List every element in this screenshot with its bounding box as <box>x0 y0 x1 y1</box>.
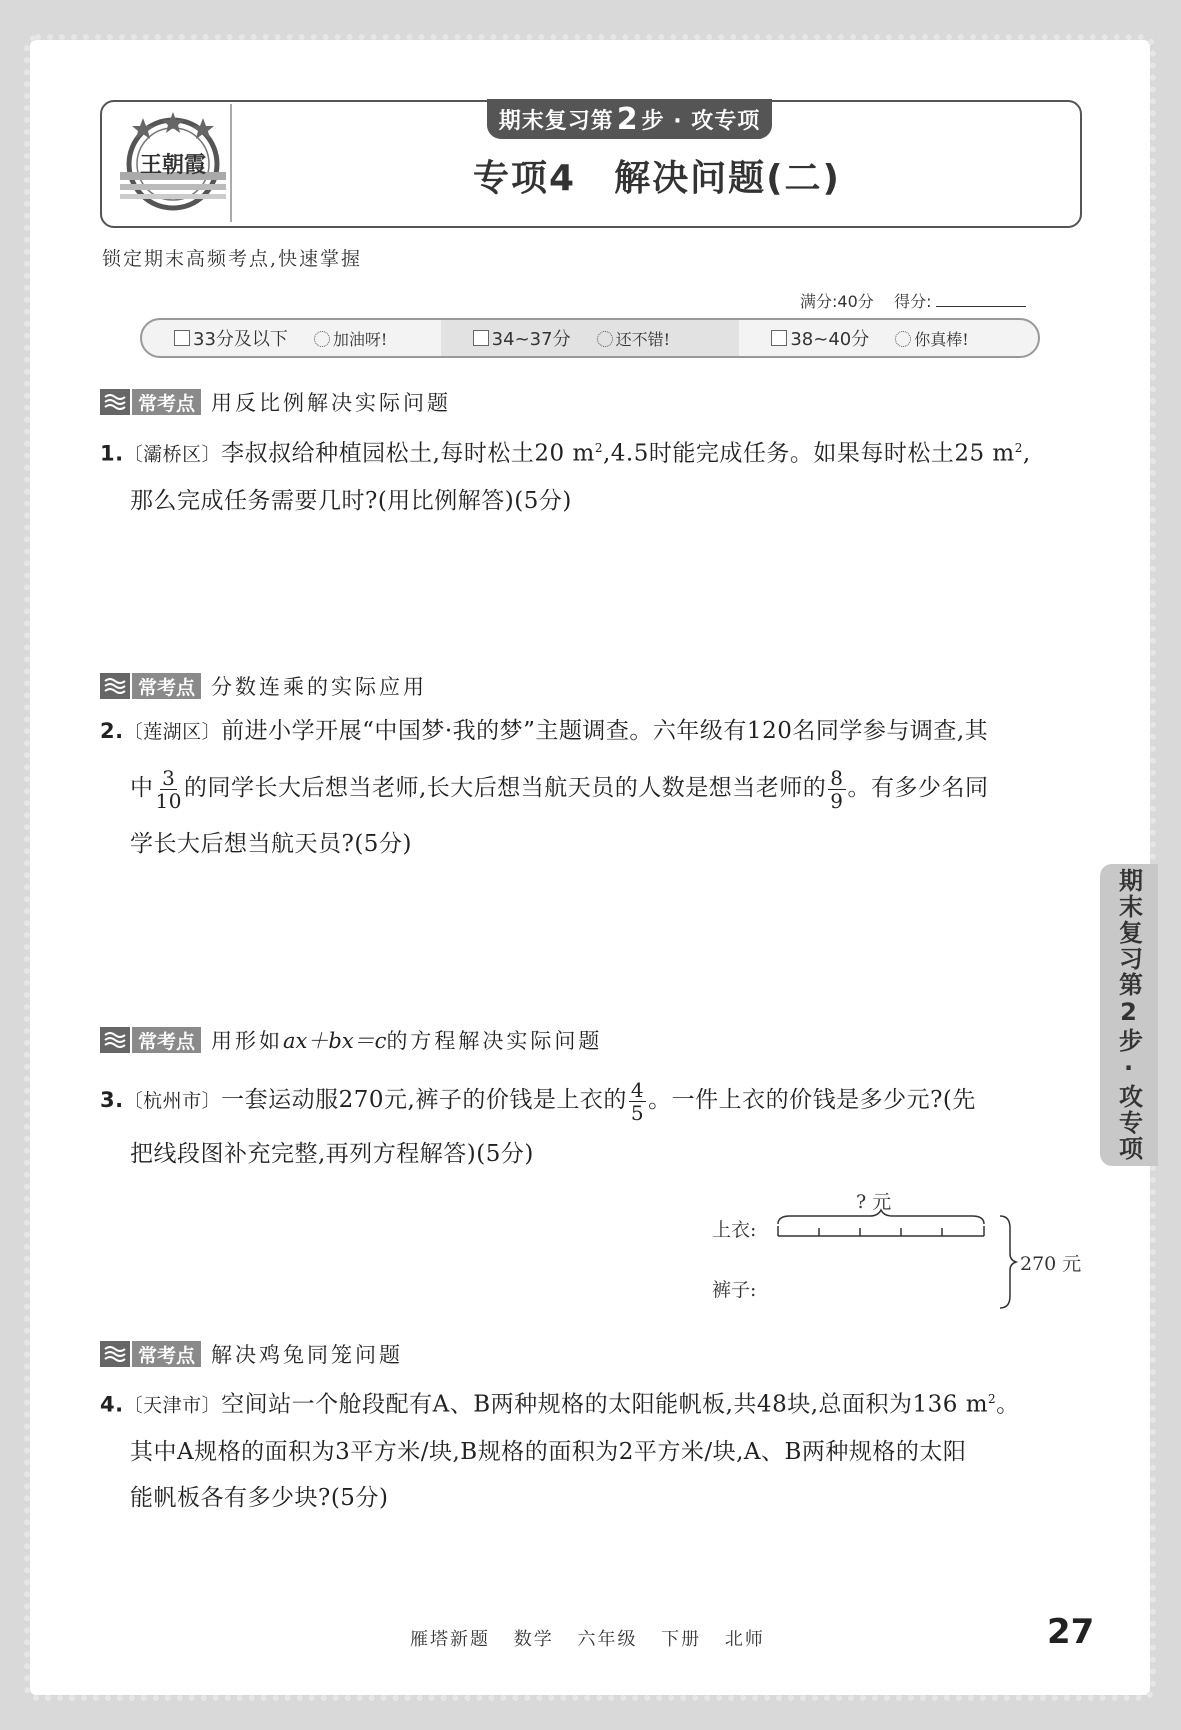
question-line: 中 $\frac{3}{10}$ 的同学长大后想当老师,长大后想当航天员的人数是想当老师的 $\frac{8}{9}$ 。有多少名同 <box>130 765 989 813</box>
score-segment-low[interactable] <box>142 320 441 356</box>
logo-seal <box>118 106 228 216</box>
cheer-text: 加油呀! <box>314 327 387 350</box>
fraction: $\frac{4}{5}$ <box>630 1077 645 1125</box>
cheer-text: 还不错! <box>597 327 670 350</box>
page-number: 27 <box>1047 1612 1095 1652</box>
section-tag-4 <box>100 1340 403 1368</box>
right-brace <box>1000 1216 1016 1308</box>
question-number: 4. <box>100 1392 124 1417</box>
checkbox-icon[interactable] <box>174 330 190 346</box>
score-segment-mid[interactable] <box>441 320 740 356</box>
wave-icon <box>100 1341 130 1367</box>
tag-label: 常考点 <box>132 673 201 699</box>
tag-label: 常考点 <box>132 389 201 415</box>
question-3 <box>100 1072 1085 1179</box>
question-line: 3.〔杭州市〕一套运动服270元,裤子的价钱是上衣的 $\frac{4}{5}$ 。一件上衣的价钱是多少元?(先 <box>100 1077 976 1125</box>
section-tag-3 <box>100 1026 602 1054</box>
question-number: 3. <box>100 1088 124 1112</box>
question-line: 那么完成任务需要几时?(用比例解答)(5分) <box>130 487 572 514</box>
question-region: 〔莲湖区〕 <box>123 721 222 743</box>
score-range: 38~40分 <box>790 329 870 350</box>
smiley-icon <box>597 331 613 347</box>
question-number: 1. <box>100 441 124 466</box>
section-topic: 分数连乘的实际应用 <box>211 675 428 699</box>
score-blank[interactable] <box>936 306 1026 307</box>
section-tag-1 <box>100 388 451 416</box>
question-1 <box>100 425 1085 524</box>
smiley-icon <box>895 331 911 347</box>
question-line: 学长大后想当航天员?(5分) <box>130 831 412 857</box>
full-score: 满分:40分 <box>800 292 874 311</box>
question-4 <box>100 1376 1085 1521</box>
section-topic: 用形如ax＋bx＝c的方程解决实际问题 <box>211 1029 603 1053</box>
step-banner-pre: 期末复习第 <box>498 108 614 134</box>
question-region: 〔杭州市〕 <box>123 1090 222 1112</box>
step-banner-post: 步 · 攻专项 <box>641 108 761 134</box>
diagram-top-label: ? 元 <box>856 1191 892 1213</box>
wave-icon <box>100 389 130 415</box>
score-line <box>800 289 1026 312</box>
side-tab: 期末复习第2步·攻专项 <box>1100 864 1158 1166</box>
question-number: 2. <box>100 719 124 743</box>
question-line: 能帆板各有多少块?(5分) <box>130 1484 389 1511</box>
subtitle: 锁定期末高频考点,快速掌握 <box>102 248 363 270</box>
footer-text: 雁塔新题 数学 六年级 下册 北师 <box>410 1629 765 1650</box>
wave-icon <box>100 1027 130 1053</box>
question-region: 〔天津市〕 <box>123 1394 222 1417</box>
fraction: $\frac{3}{10}$ <box>155 765 182 813</box>
logo-text: 王朝霞 <box>139 152 207 178</box>
diagram-row1-label: 上衣: <box>712 1219 757 1241</box>
score-range: 33分及以下 <box>193 329 288 350</box>
checkbox-icon[interactable] <box>771 330 787 346</box>
question-line: 1.〔灞桥区〕李叔叔给种植园松土,每时松土20 $m^2,4.5$时能完成任务。如果每时松土25 $m^2$, <box>100 440 1031 467</box>
section-topic: 用反比例解决实际问题 <box>211 391 452 415</box>
question-region: 〔灞桥区〕 <box>123 443 222 466</box>
smiley-icon <box>314 331 330 347</box>
segment-diagram <box>700 1180 1100 1320</box>
step-banner <box>487 99 772 139</box>
wave-icon <box>100 673 130 699</box>
cheer-text: 你真棒! <box>895 327 968 350</box>
question-2 <box>100 708 1085 867</box>
question-line: 2.〔莲湖区〕前进小学开展“中国梦·我的梦”主题调查。六年级有120名同学参与调查,其 <box>100 718 989 744</box>
score-range: 34~37分 <box>491 329 571 350</box>
question-line: 4.〔天津市〕空间站一个舱段配有A、B两种规格的太阳能帆板,共48块,总面积为136 $m^2$。 <box>100 1391 1020 1418</box>
score-bar <box>140 318 1040 358</box>
question-line: 把线段图补充完整,再列方程解答)(5分) <box>130 1141 534 1167</box>
question-line: 其中A规格的面积为3平方米/块,B规格的面积为2平方米/块,A、B两种规格的太阳 <box>130 1438 967 1465</box>
score-segment-high[interactable] <box>739 320 1038 356</box>
section-topic: 解决鸡兔同笼问题 <box>211 1343 404 1367</box>
step-banner-num: 2 <box>616 101 639 137</box>
got-score-label: 得分: <box>894 292 932 311</box>
fraction: $\frac{8}{9}$ <box>830 765 844 813</box>
tag-label: 常考点 <box>132 1341 201 1367</box>
checkbox-icon[interactable] <box>473 330 489 346</box>
diagram-row2-label: 裤子: <box>712 1279 757 1301</box>
diagram-total: 270 元 <box>1020 1253 1082 1275</box>
section-tag-2 <box>100 672 427 700</box>
page-title: 专项4 解决问题(二) <box>473 158 841 199</box>
tag-label: 常考点 <box>132 1027 201 1053</box>
